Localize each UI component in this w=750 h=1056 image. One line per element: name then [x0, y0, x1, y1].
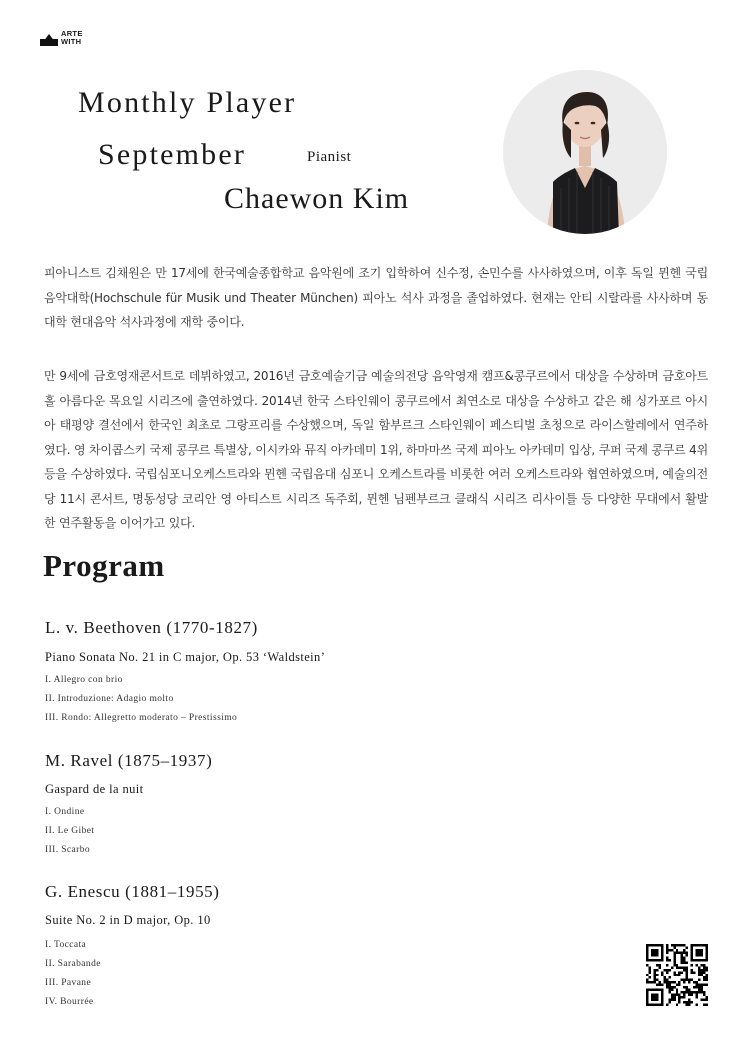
movement-item: I. Allegro con brio: [45, 675, 123, 685]
brand-logo: [40, 30, 83, 46]
title-monthly-player: Monthly Player: [78, 86, 297, 119]
movement-item: IV. Bourrée: [45, 997, 94, 1007]
movement-item: II. Le Gibet: [45, 826, 95, 836]
movement-item: I. Toccata: [45, 940, 87, 950]
movement-item: III. Pavane: [45, 978, 92, 988]
movement-item: II. Introduzione: Adagio molto: [45, 694, 174, 704]
bio-paragraph-1: 피아니스트 김채원은 만 17세에 한국예술종합학교 음악원에 조기 입학하여 신수정, 손민수를 사사하였으며, 이후 독일 뮌헨 국립음악대학(Hochschule für Musik und Theater München) 피아노 석사 과정을 졸업하였다. 현재는 안티 시랄라를 사사하며 동 대학 현대음악 석사과정에 재학 중이다.: [44, 266, 708, 329]
composer-enescu: G. Enescu (1881–1955): [45, 882, 220, 901]
work-title: Gaspard de la nuit: [45, 782, 144, 796]
performer-portrait: [503, 70, 667, 234]
bio-paragraph-2: 만 9세에 금호영재콘서트로 데뷔하였고, 2016년 금호예술기금 예술의전당 음악영재 캠프&콩쿠르에서 대상을 수상하며 금호아트홀 아름다운 목요일 시리즈에 출연하였다. 2014년 한국 스타인웨이 콩쿠르에서 최연소로 대상을 수상하고 같은 해 싱가포르 아시아 태평양 결선에서 한국인 최초로 그랑프리를 수상했으며, 독일 함부르크 스타인웨이 페스티벌 초청으로 라이스할레에서 연주하였다. 영 차이콥스키 국제 콩쿠르 특별상, 이시카와 뮤직 아카데미 1위, 하마마쓰 국제 피아노 아카데미 입상, 쿠퍼 국제 콩쿠르 4위 등을 수상하였다. 국립심포니오케스트라와 뮌헨 국립음대 심포니 오케스트라를 비롯한 여러 오케스트라와 협연하였으며, 예술의전당 11시 콘서트, 명동성당 코리안 영 아티스트 시리즈 독주회, 뮌헨 님펜부르크 클래식 시리즈 리사이틀 등 다양한 무대에서 활발한 연주활동을 이어가고 있다.: [44, 369, 708, 530]
title-month: September: [98, 138, 247, 171]
work-title: Piano Sonata No. 21 in C major, Op. 53 ‘Waldstein’: [45, 650, 326, 664]
movement-item: III. Rondo: Allegretto moderato – Prestissimo: [45, 713, 238, 723]
movement-item: II. Sarabande: [45, 959, 101, 969]
logo-text-line1: ARTE: [61, 29, 83, 38]
movement-item: I. Ondine: [45, 807, 85, 817]
house-logo-icon: [40, 34, 58, 46]
composer-ravel: M. Ravel (1875–1937): [45, 751, 213, 770]
logo-text-line2: WITH: [61, 37, 82, 46]
performer-role: Pianist: [307, 149, 352, 165]
movement-item: III. Scarbo: [45, 845, 91, 855]
program-heading: Program: [43, 548, 165, 583]
composer-beethoven: L. v. Beethoven (1770-1827): [45, 618, 258, 637]
qr-code-icon[interactable]: [646, 944, 708, 1006]
portrait-illustration: [503, 70, 667, 234]
performer-name: Chaewon Kim: [224, 182, 410, 215]
work-title: Suite No. 2 in D major, Op. 10: [45, 913, 211, 927]
